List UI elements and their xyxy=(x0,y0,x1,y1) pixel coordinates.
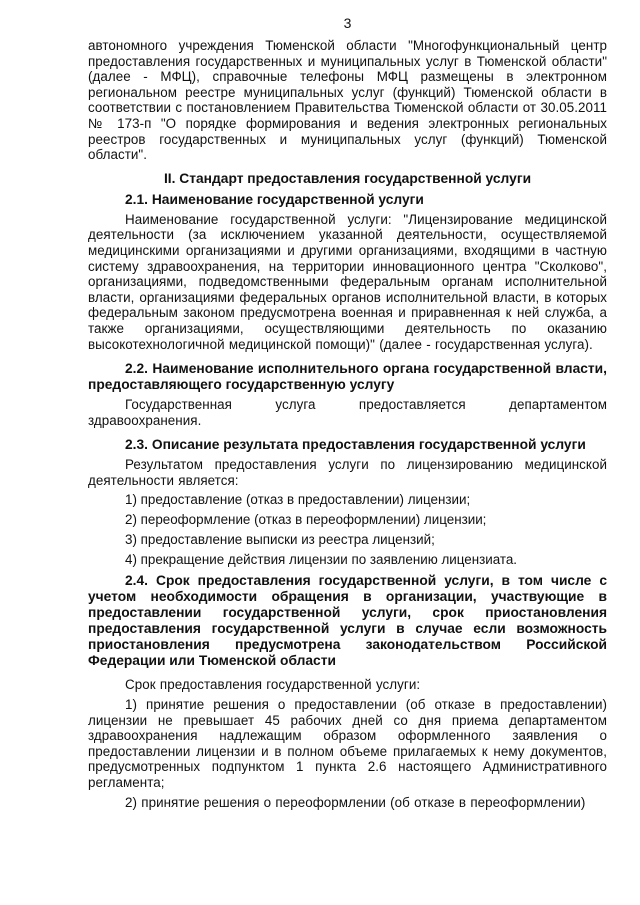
section-2-2-text: Государственная услуга предоставляется департаментом здравоохранения. xyxy=(88,397,607,428)
list-item: 4) прекращение действия лицензии по заявлению лицензиата. xyxy=(125,552,518,568)
section-2-3-text: Результатом предоставления услуги по лицензированию медицинской деятельности является: xyxy=(88,457,607,488)
list-item: 1) предоставление (отказ в предоставлении) лицензии; xyxy=(125,492,471,508)
list-item: 2) переоформление (отказ в переоформлении) лицензии; xyxy=(125,512,487,528)
section-2-1-text: Наименование государственной услуги: "Лицензирование медицинской деятельности (за исключением указанной деятельности, осуществляемой медицинскими организациями и другими организациями, входящими в частную систему здравоохранения, на территории инновационного центра "Сколково", организациями, подведомственными федеральным органам исполнительной власти, организациями федеральных органов исполнительной власти, в которых федеральным законом предусмотрена военная и приравненная к ней служба, а также организациями, осуществляющими деятельность по оказанию высокотехнологичной медицинской помощи)" (далее - государственная услуга). xyxy=(88,211,607,352)
section-2-4-heading: 2.4. Срок предоставления государственной услуги, в том числе с учетом необходимости обращения в организации, участвующие в предоставлении государственной услуги, срок приостановления предоставления государственной услуги в случае если возможность приостановления предусмотрена законодательством Российской Федерации или Тюменской области xyxy=(88,573,607,669)
list-item: 3) предоставление выписки из реестра лицензий; xyxy=(125,532,435,548)
page-number: 3 xyxy=(343,15,352,31)
section-2-4-item-1: 1) принятие решения о предоставлении (об отказе в предоставлении) лицензии не превышает 45 рабочих дней со дня приема департаментом здравоохранения надлежащим образом оформленного заявления о предоставлении лицензии и в полном объеме прилагаемых к нему документов, предусмотренных подпунктом 1 пункта 2.6 настоящего Административного регламента; xyxy=(88,697,607,791)
intro-paragraph: автономного учреждения Тюменской области "Многофункциональный центр предоставления государственных и муниципальных услуг в Тюменской области" (далее - МФЦ), справочные телефоны МФЦ размещены в электронном региональном реестре муниципальных услуг (функций) Тюменской области в соответствии с постановлением Правительства Тюменской области от 30.05.2011 № 173-п "О порядке формирования и ведения электронных региональных реестров государственных и муниципальных услуг (функций) Тюменской области". xyxy=(88,38,607,163)
section-2-4-text: Срок предоставления государственной услуги: xyxy=(125,677,421,693)
section-title: II. Стандарт предоставления государственной услуги xyxy=(163,170,532,186)
section-2-4-item-2: 2) принятие решения о переоформлении (об отказе в переоформлении) xyxy=(125,794,586,810)
section-2-1-heading: 2.1. Наименование государственной услуги xyxy=(125,191,424,207)
section-2-2-heading: 2.2. Наименование исполнительного органа государственной власти, предоставляющего государственную услугу xyxy=(88,361,607,393)
section-2-3-heading: 2.3. Описание результата предоставления государственной услуги xyxy=(125,437,586,453)
